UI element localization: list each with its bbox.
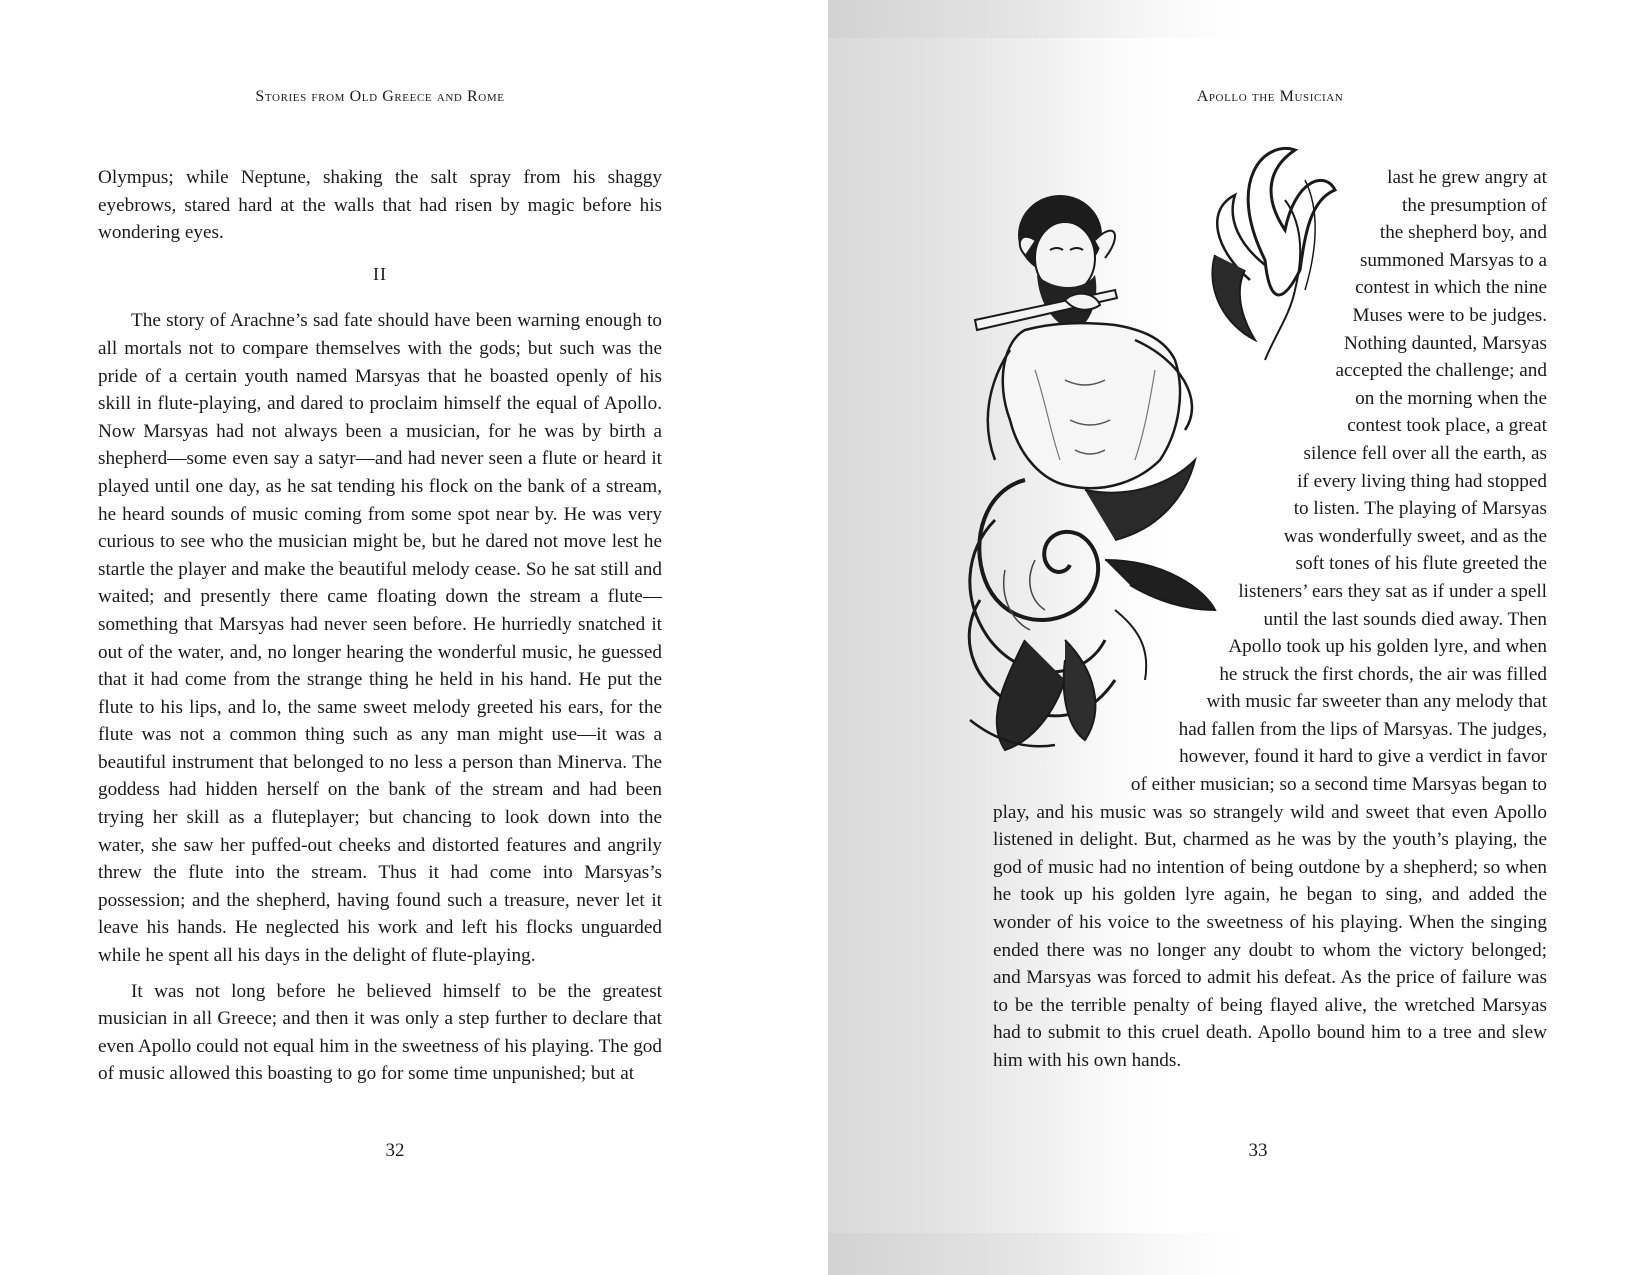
- page-number-left: 32: [385, 1140, 405, 1161]
- wrapped-text-line: Muses were to be judges.: [1352, 304, 1547, 326]
- wrapped-text-line: if every living thing had stopped: [1297, 470, 1547, 492]
- wrapped-text-line: until the last sounds died away. Then: [1263, 608, 1547, 630]
- wrapped-text-line: Nothing daunted, Marsyas: [1343, 332, 1547, 354]
- wrapped-text-line: listeners’ ears they sat as if under a spell: [1238, 580, 1547, 602]
- paragraph: The story of Arachne’s sad fate should have been warning enough to all mortals not to compare themselves with the gods; but such was the pride of a certain youth named Marsyas that he boasted openly of his skill in flute-playing, and dared to proclaim himself the equal of Apollo. Now Marsyas had not always been a musician, for he was by birth a shepherd—some even say a satyr—and had never seen a flute or heard it played until one day, as he sat tending his flock on the bank of a stream, he heard sounds of music coming from some spot near by. He was very curious to see who the musician might be, but he dared not move lest he startle the player and make the beautiful melody cease. So he sat still and waited; and presently there came floating down the stream a flute—something that Marsyas had never seen before. He hurriedly snatched it out of the water, and, no longer hearing the wonderful music, he guessed that it had come from the strange thing he held in his hand. He put the flute to his lips, and lo, the same sweet melody greeted his ears, for the flute was not a common thing such as any man might use—it was a beautiful instrument that belonged to no less a person than Minerva. The goddess had hidden herself on the bank of the stream and had been trying her skill as a fluteplayer; but chancing to look down into the water, she saw her puffed-out cheeks and distorted features and angrily threw the flute into the stream. Thus it had come into Marsyas’s possession; and the shepherd, having found such a treasure, never let it leave his hands. He neglected his work and left his flocks unguarded while he spent all his days in the delight of flute-playing.: [98, 310, 662, 967]
- wrapped-text-line: soft tones of his flute greeted the: [1295, 553, 1547, 575]
- wrapped-text-line: he struck the first chords, the air was filled: [1219, 663, 1547, 685]
- wrapped-text-line: the presumption of: [1402, 194, 1547, 216]
- wrapped-text-line: however, found it hard to give a verdict in favor: [1179, 746, 1547, 768]
- wrapped-text-line: the shepherd boy, and: [1379, 222, 1547, 244]
- wrapped-text-line: last he grew angry at: [1387, 167, 1547, 188]
- wrapped-text-line: with music far sweeter than any melody that: [1206, 691, 1547, 713]
- paragraph: Olympus; while Neptune, shaking the salt spray from his shaggy eyebrows, stared hard at the walls that had risen by magic before his wondering eyes.: [98, 167, 662, 244]
- paragraph: It was not long before he believed himself to be the greatest musician in all Greece; and then it was only a step further to declare that even Apollo could not equal him in the sweetness of his playing. The god of music allowed this boasting to go for some time unpunished; but at: [98, 980, 662, 1085]
- wrapped-text-line: of either musician; so a second time Marsyas began to: [1130, 774, 1547, 796]
- wrapped-text-line: contest in which the nine: [1355, 277, 1547, 299]
- section-mark: II: [373, 263, 387, 284]
- wrapped-text-line: to listen. The playing of Marsyas: [1293, 498, 1547, 520]
- wrapped-text-line: summoned Marsyas to a: [1359, 249, 1547, 271]
- left-page-text: [98, 164, 662, 1088]
- wrapped-text-line: Apollo took up his golden lyre, and when: [1228, 636, 1547, 658]
- page-number-right: 33: [1248, 1140, 1268, 1161]
- gutter-shadow-bottom: [828, 1233, 1650, 1275]
- wrapped-text-line: contest took place, a great: [1347, 415, 1547, 437]
- paragraph: play, and his music was so strangely wild and sweet that even Apollo listened in delight. But, charmed as he was by the youth’s playing, the god of music had no intention of being outdone by a shepherd; so when he took up his golden lyre again, he began to sing, and added the wonder of his voice to the sweetness of his playing. When the singing ended there was no longer any doubt to whom the victory belonged; and Marsyas was forced to admit his defeat. As the price of failure was to be the terrible penalty of being flayed alive, the wretched Marsyas had to submit to this cruel death. Apollo bound him to a tree and slew him with his own hands.: [993, 801, 1547, 1071]
- right-page-text: [993, 164, 1547, 1075]
- wrapped-text-line: accepted the challenge; and: [1335, 360, 1547, 382]
- wrapped-text-line: silence fell over all the earth, as: [1303, 442, 1547, 464]
- wrapped-text-line: had fallen from the lips of Marsyas. The judges,: [1178, 718, 1547, 740]
- running-head-right: Apollo the Musician: [1196, 88, 1344, 105]
- wrapped-text-line: was wonderfully sweet, and as the: [1283, 525, 1547, 547]
- gutter-shadow-top: [828, 0, 1650, 38]
- running-head-left: Stories from Old Greece and Rome: [255, 88, 505, 105]
- wrapped-text-line: on the morning when the: [1355, 387, 1547, 409]
